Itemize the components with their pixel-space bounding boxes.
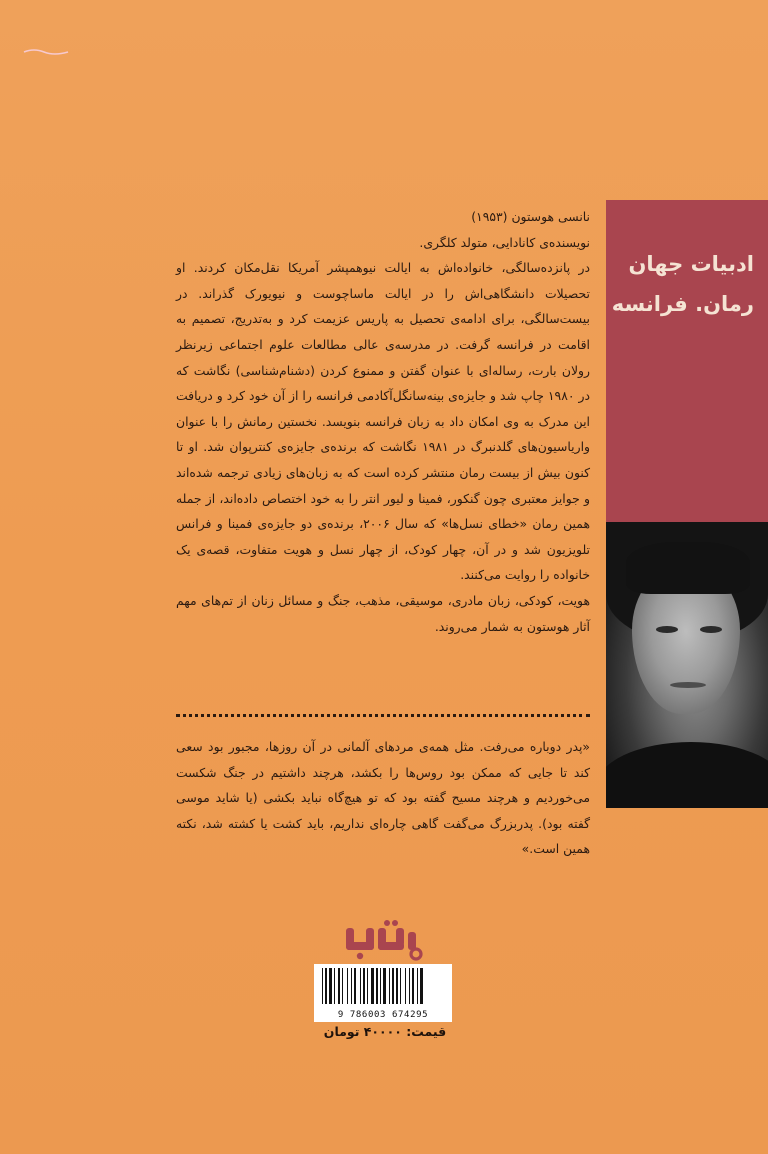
isbn-number: 9 786003 674295 xyxy=(337,1010,429,1020)
publisher-logo xyxy=(340,918,426,962)
series-title xyxy=(612,244,754,324)
series-line-1: ادبیات جهان xyxy=(628,252,754,276)
publisher-mark-icon xyxy=(22,48,70,56)
barcode-bar xyxy=(322,968,323,1004)
author-photo xyxy=(606,522,768,808)
barcode-bar xyxy=(409,968,410,1004)
barcode-bar xyxy=(329,968,332,1004)
photo-eye-left xyxy=(656,626,678,633)
barcode-bar xyxy=(417,968,418,1004)
barcode-bar xyxy=(383,968,386,1004)
quote-text: «پدر دوباره می‌رفت. مثل همه‌ی مردهای آلمانی در آن روزها، مجبور بود سعی کند تا جایی که ممکن بود روس‌ها را بکشد، هرچند داشتیم در جنگ شکست می‌خوردیم و هرچند مسیح گفته بود که تو هیچ‌گاه نباید بکشی (یا شاید موسی گفته بود). پدربزرگ می‌گفت گاهی چاره‌ای نداریم، باید کشت یا کشته شد، نکته همین است.» xyxy=(176,739,590,857)
photo-eye-right xyxy=(700,626,722,633)
barcode-bar xyxy=(400,968,401,1004)
barcode-bar xyxy=(338,968,340,1004)
bio-paragraph-2: هویت، کودکی، زبان مادری، موسیقی، مذهب، جنگ و مسائل زنان از تم‌های مهم آثار هوستون به شمار می‌روند. xyxy=(176,592,590,634)
author-origin: نویسنده‌ی کانادایی، متولد کلگری. xyxy=(419,234,590,250)
barcode-bar xyxy=(360,968,361,1004)
bio-paragraph-1: در پانزده‌سالگی، خانواده‌اش به ایالت نیوهمپشر آمریکا نقل‌مکان کردند. او تحصیلات دانشگاهی‌اش را در ایالت ماساچوست و نیویورک گذراند. در بیست‌سالگی، برای ادامه‌ی تحصیل به پاریس عزیمت کرد و به‌تدریج، تصمیم به اقامت در فرانسه گرفت. در مدرسه‌ی عالی مطالعات علوم اجتماعی زیرنظر رولان بارت، رساله‌ای با عنوان گفتن و ممنوع کردن (دشنام‌شناسی) نگاشت که در ۱۹۸۰ چاپ شد و جایزه‌ی بینه‌سانگل‌آکادمی فرانسه را از آن خود کرد و دریافت این مدرک به وی امکان داد به زبان فرانسه بنویسد. نخستین رمانش را با عنوان واریاسیون‌های گلدنبرگ در ۱۹۸۱ نگاشت که برنده‌ی جایزه‌ی کنترپوان شد. او تا کنون بیش از بیست رمان منتشر کرده است که به زبان‌های زیادی ترجمه شده‌اند و جوایز معتبری چون گنکور، فمینا و لیور انتر را به خود اختصاص داده‌اند، از جمله همین رمان «خطای نسل‌ها» که سال ۲۰۰۶، برنده‌ی دو جایزه‌ی فمینا و فرانس تلویزیون شد و در آن، چهار کودک، از چهار نسل و هویت متفاوت، قصه‌ی یک خانواده را روایت می‌کنند. xyxy=(176,260,590,583)
barcode-bar xyxy=(380,968,381,1004)
barcode-bar xyxy=(389,968,390,1004)
barcode-bar xyxy=(412,968,414,1004)
photo-shoulder xyxy=(606,742,768,808)
barcode-bar xyxy=(325,968,327,1004)
barcode xyxy=(314,964,452,1022)
barcode-bar xyxy=(376,968,378,1004)
series-line-2: رمان. فرانسه xyxy=(611,292,754,316)
barcode-bar xyxy=(351,968,352,1004)
author-name: نانسی هوستون (۱۹۵۳) xyxy=(471,209,590,224)
barcode-bar xyxy=(367,968,368,1004)
barcode-bar xyxy=(334,968,335,1004)
barcode-bar xyxy=(392,968,394,1004)
price-label: قیمت: ۴۰۰۰۰ تومان xyxy=(323,1024,447,1039)
barcode-bar xyxy=(354,968,356,1004)
barcode-bar xyxy=(363,968,365,1004)
barcode-bar xyxy=(396,968,398,1004)
author-bio xyxy=(176,204,590,639)
dotted-divider xyxy=(176,714,590,717)
barcode-bar xyxy=(420,968,423,1004)
photo-mouth xyxy=(670,682,706,688)
barcode-bar xyxy=(342,968,343,1004)
book-quote xyxy=(176,734,590,862)
series-panel xyxy=(606,200,768,522)
barcode-bar xyxy=(347,968,348,1004)
photo-fringe xyxy=(626,542,750,594)
barcode-bar xyxy=(371,968,374,1004)
barcode-bar xyxy=(405,968,406,1004)
barcode-bars xyxy=(320,968,446,1008)
